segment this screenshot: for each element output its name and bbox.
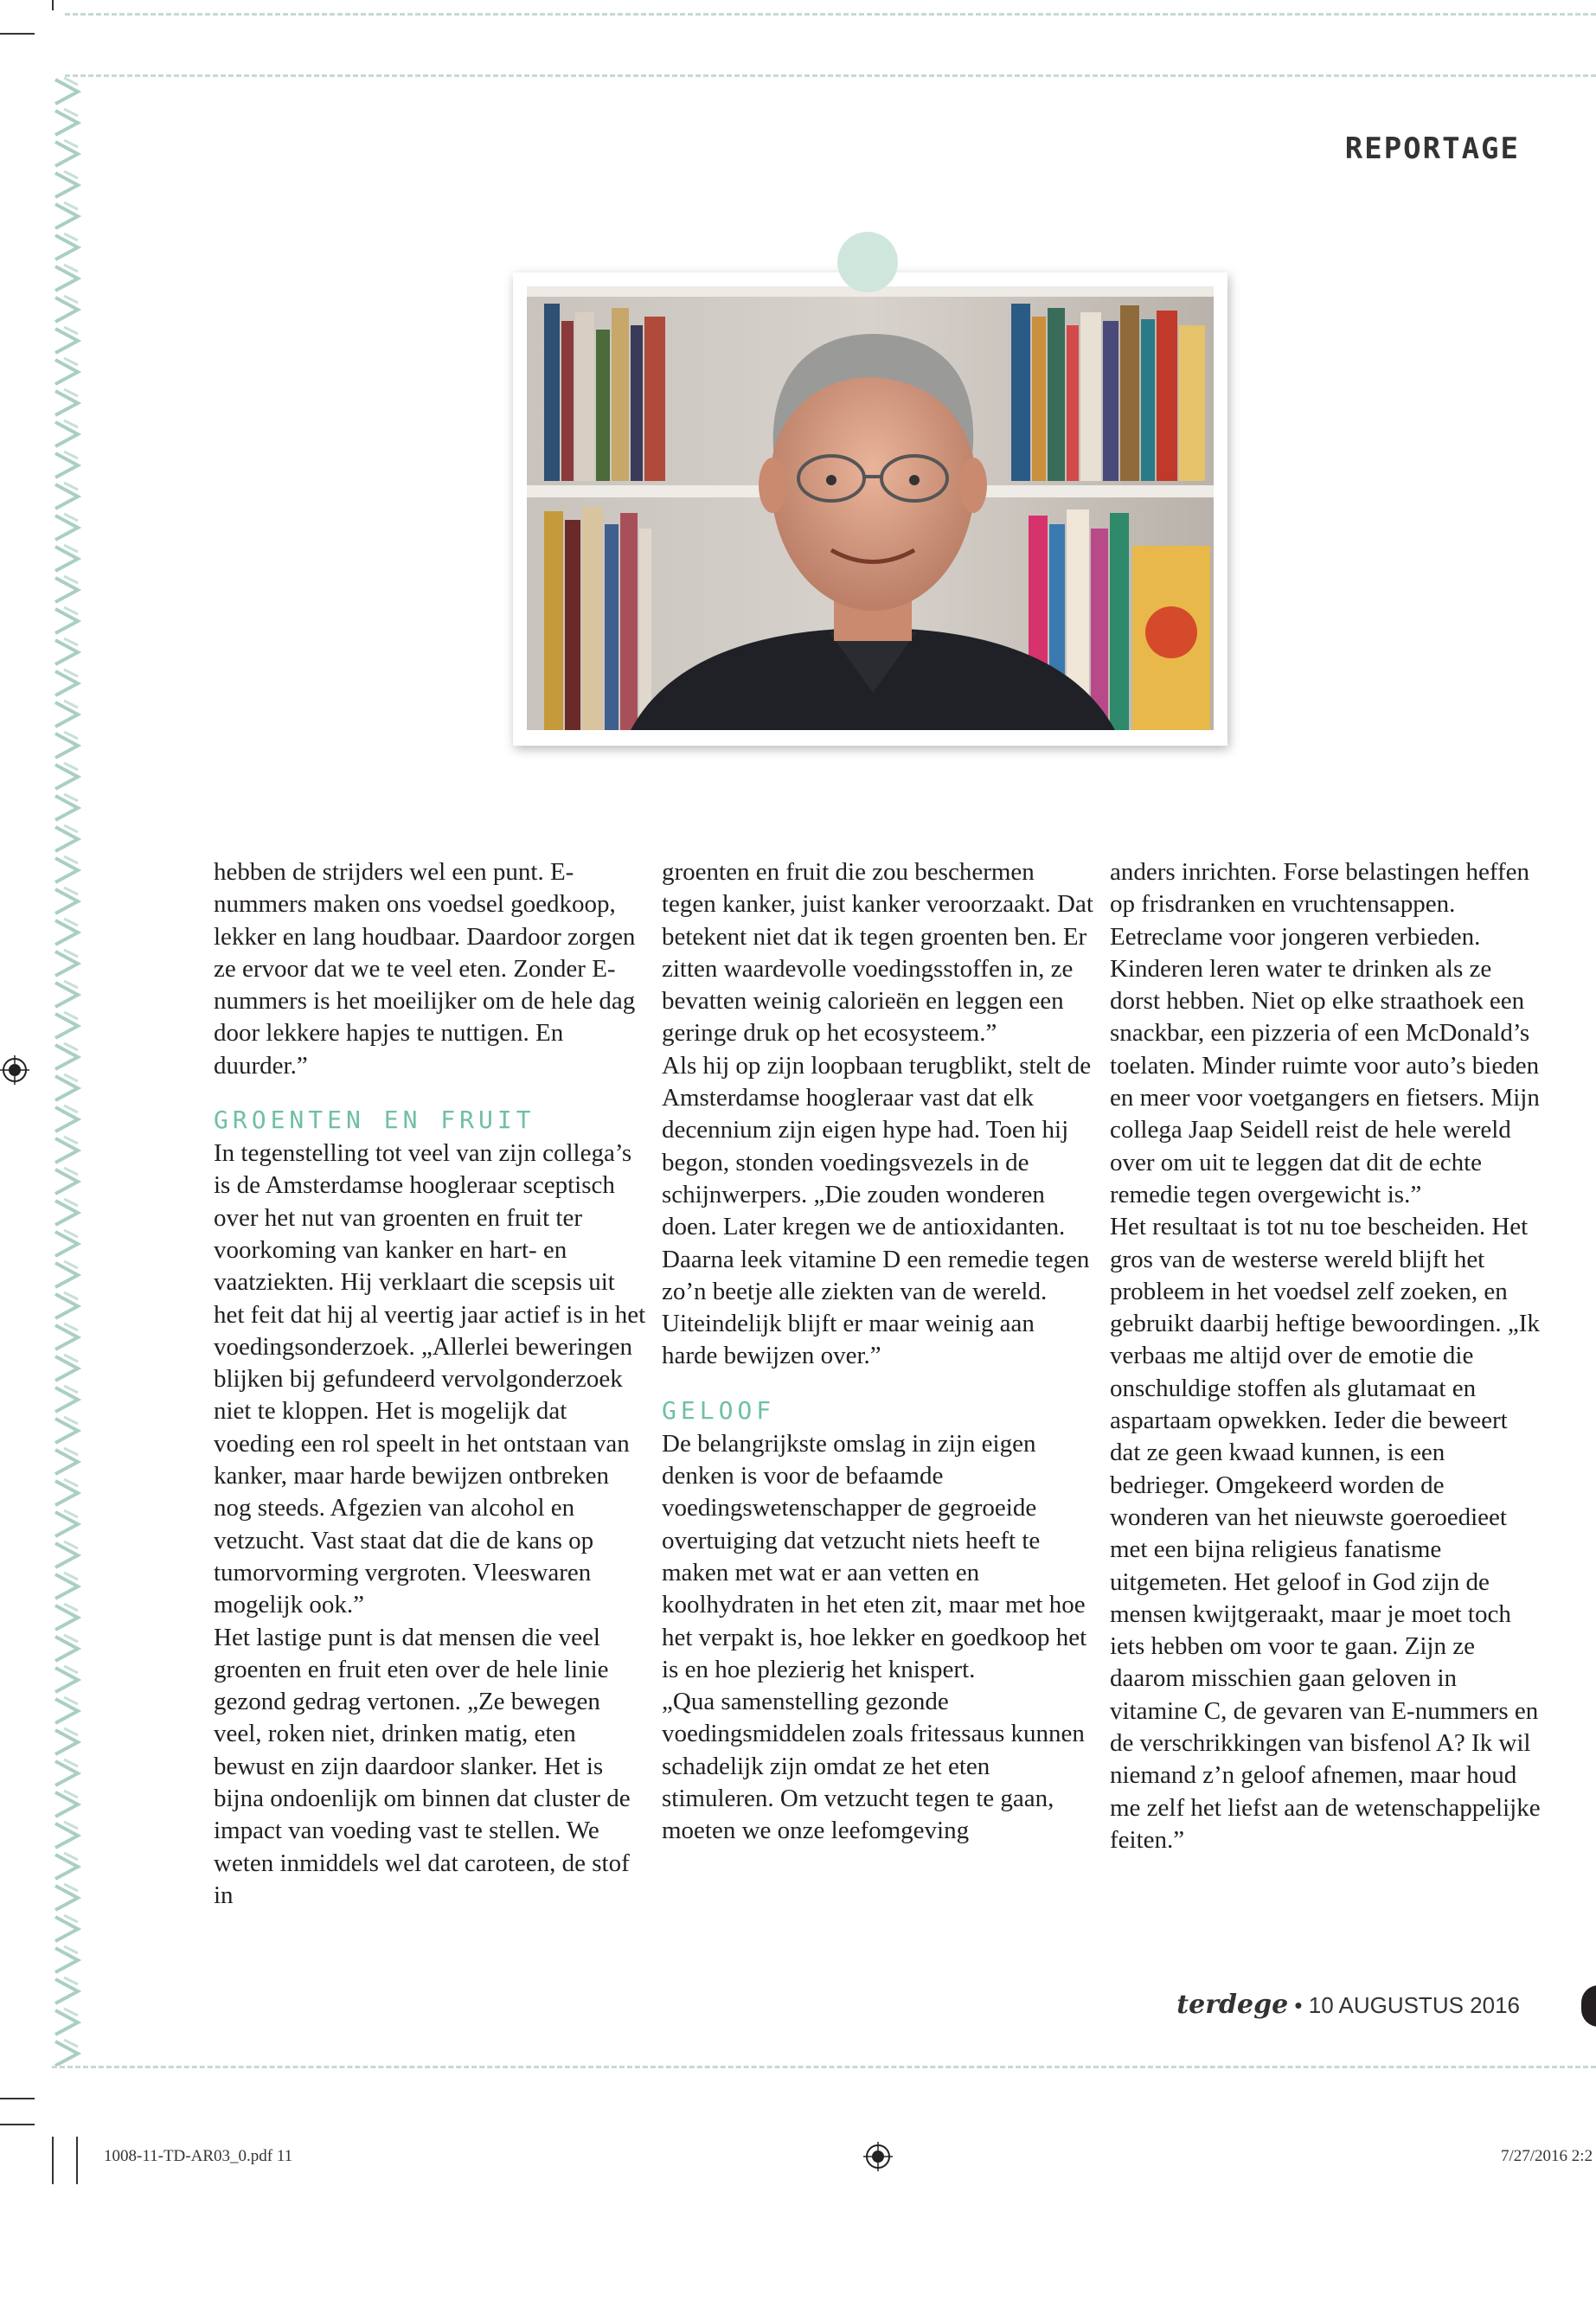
- bleed-line-top: [65, 13, 1596, 16]
- page-number-tab: [1581, 1985, 1596, 2027]
- paragraph: Het resultaat is tot nu toe bescheiden. Het gros van de westerse wereld blijft het probleem in het voedsel zelf zoeken, en gebruikt daarbij heftige bewoordingen. „Ik verbaas me altijd over de emotie die onschuldige stoffen als glutamaat en aspartaam opwekken. Ieder die beweert dat ze geen kwaad kunnen, is een bedrieger. Omgekeerd worden de wonderen van het nieuwste goeroedieet met een bijna religieus fanatisme uitgemeten. Het geloof in God zijn de mensen kwijtgeraakt, maar je moet toch iets hebben om voor te gaan. Zijn ze daarom misschien gaan geloven in vitamine C, de gevaren van E-nummers en de verschrikkingen van bisfenol A? Ik wil niemand z’n geloof afnemen, maar houd me zelf het liefst aan de wetenschappelijke feiten.”: [1110, 1213, 1541, 1854]
- paragraph: „Qua samenstelling gezonde voedingsmiddelen zoals fritessaus kunnen schadelijk zijn omdat ze het eten stimuleren. Om vetzucht tegen te gaan, moeten we onze leefomgeving: [662, 1688, 1085, 1845]
- crop-mark: [0, 2124, 35, 2125]
- paragraph: hebben de strijders wel een punt. E-nummers maken ons voedsel goedkoop, lekker en lang houdbaar. Daardoor zorgen ze ervoor dat we te veel eten. Zonder E-nummers is het moeilijker om de hele dag door lekkere hapjes te nuttigen. En duurder.”: [214, 858, 636, 1080]
- photo-pin: [837, 232, 898, 292]
- paragraph: De belangrijkste omslag in zijn eigen denken is voor de befaamde voedingswetenschapper de gegroeide overtuiging dat vetzucht niets heeft te maken met wat er aan vetten en koolhydraten in het eten zit, maar met hoe het verpakt is, hoe lekker en goedkoop het is en hoe plezierig het knispert.: [662, 1429, 1087, 1683]
- subheading: GELOOF: [662, 1395, 776, 1425]
- paragraph: Het lastige punt is dat mensen die veel groenten en fruit eten over de hele linie gezond gedrag vertonen. „Ze bewegen veel, roken niet, drinken matig, eten bewust en zijn daardoor slanker. Het is bijna ondoenlijk om binnen dat cluster de impact van voeding vast te stellen. We weten inmiddels wel dat caroteen, de stof in: [214, 1623, 631, 1909]
- paragraph: Als hij op zijn loopbaan terugblikt, stelt de Amsterdamse hoogleraar vast dat elk decennium zijn eigen hype had. Toen hij begon, stonden voedingsvezels in de schijnwerpers. „Die zouden wonderen doen. Later kregen we de antioxidanten. Daarna leek vitamine D een remedie tegen zo’n beetje alle ziekten van de wereld. Uiteindelijk blijft er maar weinig aan harde bewijzen over.”: [662, 1051, 1092, 1370]
- print-slug-file: 1008-11-TD-AR03_0.pdf 11: [104, 2147, 293, 2165]
- portrait-photo: [527, 286, 1214, 730]
- bleed-line-top-inner: [65, 74, 1596, 77]
- decorative-border: [52, 76, 81, 2066]
- crop-mark: [52, 2137, 54, 2184]
- crop-mark: [52, 0, 54, 10]
- paragraph: groenten en fruit die zou beschermen tegen kanker, juist kanker veroorzaakt. Dat betekent niet dat ik tegen groenten ben. Er zitten waardevolle voedingsstoffen in, ze bevatten weinig calorieën en leggen een geringe druk op het ecosysteem.”: [662, 858, 1093, 1048]
- magazine-brand: terdege: [1176, 1990, 1289, 2020]
- page-footer: [1176, 1990, 1520, 2020]
- section-label: REPORTAGE: [1344, 131, 1520, 166]
- crop-mark: [0, 2098, 35, 2099]
- footer-separator: •: [1294, 1992, 1303, 2018]
- issue-date: 10 AUGUSTUS 2016: [1308, 1992, 1520, 2018]
- paragraph: anders inrichten. Forse belastingen heffen op frisdranken en vruchtensappen. Eetreclame voor jongeren verbieden. Kinderen leren water te drinken als ze dorst hebben. Niet op elke straathoek een snackbar, een pizzeria of een McDonald’s toelaten. Minder ruimte voor auto’s bieden en meer voor voetgangers en fietsers. Mijn collega Jaap Seidell reist de hele wereld over om uit te leggen dat dit de echte remedie tegen overgewicht is.”: [1110, 858, 1540, 1208]
- subheading: GROENTEN EN FRUIT: [214, 1106, 535, 1135]
- paragraph: In tegenstelling tot veel van zijn collega’s is de Amsterdamse hoogleraar sceptisch over het nut van groenten en fruit ter voorkoming van kanker en hart- en vaatziekten. Hij verklaart die scepsis uit het feit dat hij al veertig jaar actief is in het voedingsonderzoek. „Allerlei beweringen blijken bij gefundeerd vervolgonderzoek niet te kloppen. Het is mogelijk dat voeding een rol speelt in het ontstaan van kanker, maar harde bewijzen ontbreken nog steeds. Afgezien van alcohol en vetzucht. Vast staat dat die de kans op tumorvorming vergroten. Vleeswaren mogelijk ook.”: [214, 1139, 646, 1619]
- registration-mark-icon: [863, 2142, 893, 2171]
- print-slug-timestamp: 7/27/2016 2:2: [1501, 2147, 1593, 2165]
- article-column-3: [1110, 856, 1542, 1856]
- crop-mark: [0, 33, 35, 35]
- registration-mark-icon: [0, 1055, 29, 1085]
- article-column-2: [662, 856, 1094, 1848]
- photo-frame: [513, 272, 1227, 746]
- crop-mark: [76, 2137, 78, 2184]
- bleed-line-bottom: [52, 2066, 1596, 2068]
- article-column-1: [214, 856, 646, 1912]
